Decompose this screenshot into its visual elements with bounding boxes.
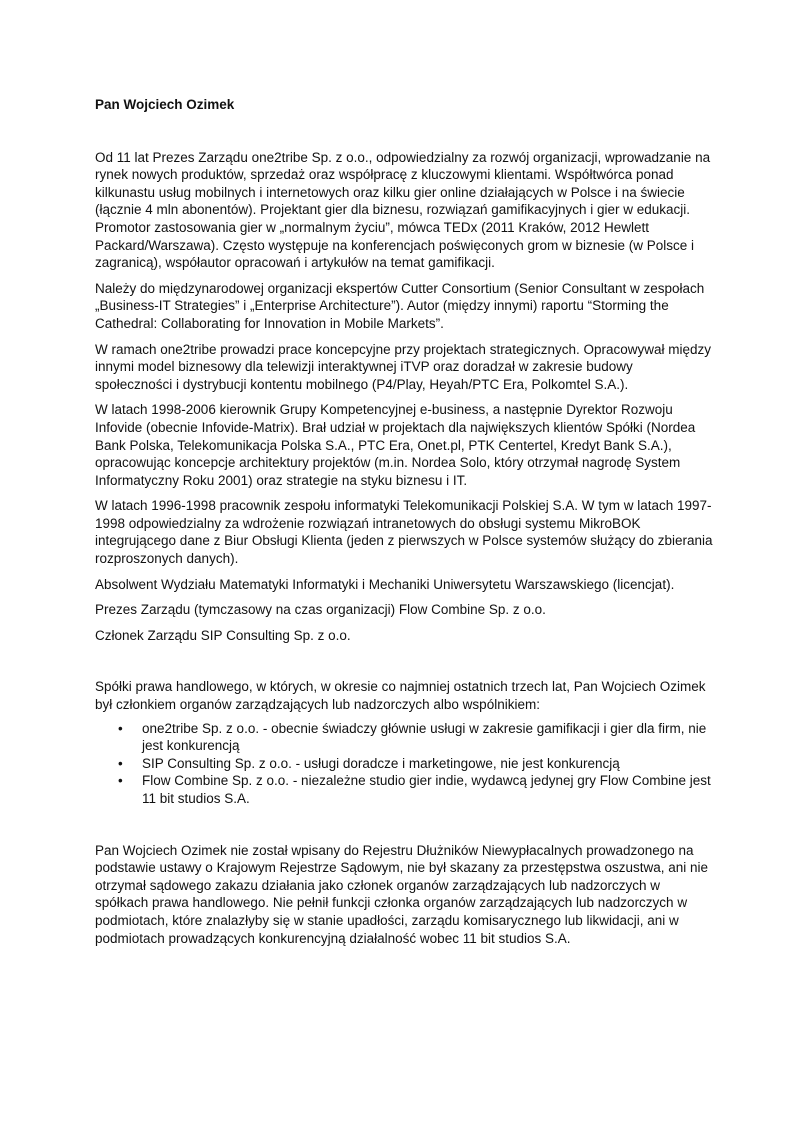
- list-item-text: Flow Combine Sp. z o.o. - niezależne studio gier indie, wydawcą jedynej gry Flow Combine jest 11 bit studios S.A.: [142, 773, 711, 806]
- list-item-text: one2tribe Sp. z o.o. - obecnie świadczy głównie usługi w zakresie gamifikacji i gier dla firm, nie jest konkurencją: [142, 720, 707, 754]
- bullet-icon: •: [118, 720, 123, 736]
- bio-paragraph-8: Członek Zarządu SIP Consulting Sp. z o.o.: [95, 627, 351, 643]
- bio-paragraph-2: Należy do międzynarodowej organizacji ekspertów Cutter Consortium (Senior Consultant w zespołach „Business-IT Strategies” i „Enterprise Architecture”). Autor (między innymi) raportu “Storming the Cathedral: Collaborating for Innovation in Mobile Markets”.: [95, 280, 705, 331]
- bio-paragraph-1: Od 11 lat Prezes Zarządu one2tribe Sp. z o.o., odpowiedzialny za rozwój organizacji, wprowadzanie na rynek nowych produktów, sprzedaż oraz współpracę z kluczowymi klientami. Współtwórca ponad kilkunastu usług mobilnych i internetowych oraz kilku gier online działających w Polsce i na świecie (łącznie 4 mln abonentów). Projektant gier dla biznesu, rozwiązań gamifikacyjnych i gier w edukacji. Promotor zastosowania gier w „normalnym życiu”, mówca TEDx (2011 Kraków, 2012 Hewlett Packard/Warszawa). Często występuje na konferencjach poświęconych grom w biznesie (w Polsce i zagranicą), współautor opracowań i artykułów na temat gamifikacji.: [95, 149, 711, 271]
- bio-paragraph-5: W latach 1996-1998 pracownik zespołu informatyki Telekomunikacji Polskiej S.A. W tym w latach 1997-1998 odpowiedzialny za wdrożenie rozwiązań intranetowych do obsługi systemu MikroBOK integrującego dane z Biur Obsługi Klienta (jeden z pierwszych w Polsce systemów służący do zbierania rozproszonych danych).: [95, 498, 713, 567]
- companies-intro: Spółki prawa handlowego, w których, w okresie co najmniej ostatnich trzech lat, Pan Wojciech Ozimek był członkiem organów zarządzających lub nadzorczych albo wspólnikiem:: [95, 679, 706, 713]
- bullet-icon: •: [118, 773, 123, 789]
- document-title: Pan Wojciech Ozimek: [95, 97, 235, 112]
- list-item: [118, 755, 713, 773]
- document-page: [95, 96, 713, 955]
- bio-paragraph-6: Absolwent Wydziału Matematyki Informatyki i Mechaniki Uniwersytetu Warszawskiego (licencjat).: [95, 576, 675, 592]
- bio-paragraph-3: W ramach one2tribe prowadzi prace koncepcyjne przy projektach strategicznych. Opracowywał między innymi model biznesowy dla telewizji interaktywnej iTVP oraz doradzał w zakresie budowy społeczności i dystrybucji kontentu mobilnego (P4/Play, Heyah/PTC Era, Polkomtel S.A.).: [95, 341, 712, 392]
- list-item: [118, 720, 713, 755]
- companies-list: [95, 720, 713, 808]
- section-gap: [95, 808, 713, 842]
- closing-paragraph: Pan Wojciech Ozimek nie został wpisany do Rejestru Dłużników Niewypłacalnych prowadzonego na podstawie ustawy o Krajowym Rejestrze Sądowym, nie był skazany za przestępstwa oszustwa, ani nie otrzymał sądowego zakazu działania jako członek organów zarządzających lub nadzorczych w spółkach prawa handlowego. Nie pełnił funkcji członka organów zarządzających lub nadzorczych w podmiotach, które znalazłyby się w stanie upadłości, zarządu komisarycznego lub likwidacji, ani w podmiotach prowadzących konkurencyjną działalność wobec 11 bit studios S.A.: [95, 842, 709, 946]
- list-item-text: SIP Consulting Sp. z o.o. - usługi doradcze i marketingowe, nie jest konkurencją: [142, 755, 620, 771]
- bio-paragraph-4: W latach 1998-2006 kierownik Grupy Kompetencyjnej e-business, a następnie Dyrektor Rozwoju Infovide (obecnie Infovide-Matrix). Brał udział w projektach dla największych klientów Spółki (Nordea Bank Polska, Telekomunikacja Polska S.A., PTC Era, Onet.pl, PTK Centertel, Kredyt Bank S.A.), opracowując koncepcje architektury projektów (m.in. Nordea Solo, który otrzymał nagrodę System Informatyczny Roku 2001) oraz strategie na styku biznesu i IT.: [95, 402, 696, 488]
- list-item: [118, 772, 713, 807]
- bio-paragraph-7: Prezes Zarządu (tymczasowy na czas organizacji) Flow Combine Sp. z o.o.: [95, 602, 546, 618]
- bullet-icon: •: [118, 755, 123, 771]
- section-gap: [95, 652, 713, 678]
